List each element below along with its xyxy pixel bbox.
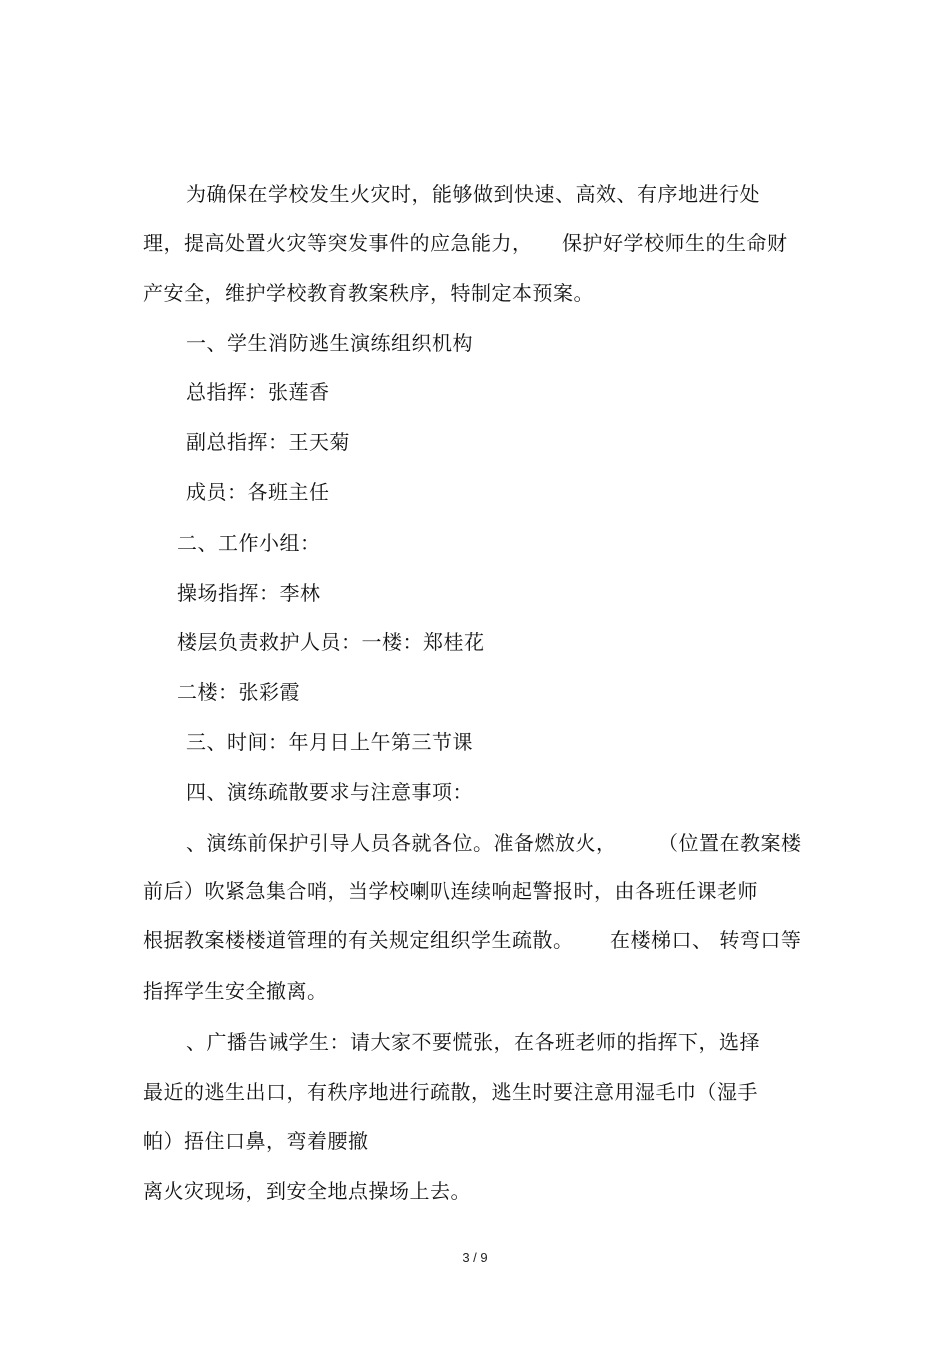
item2-line-1: 、广播告诫学生：请大家不要慌张，在各班老师的指挥下，选择 <box>186 1030 760 1054</box>
section-heading-time: 三、时间：年月日上午第三节课 <box>186 730 473 754</box>
item1-line-2: 前后）吹紧急集合哨，当学校喇叭连续响起警报时，由各班任课老师 <box>143 879 758 903</box>
item2-line-4: 离火灾现场，到安全地点操场上去。 <box>143 1179 471 1203</box>
item1-line-3a: 根据教案楼楼道管理的有关规定组织学生疏散。 <box>143 928 574 952</box>
section-heading-work-groups: 二、工作小组： <box>177 531 321 555</box>
floor-staff-second-line: 二楼：张彩霞 <box>177 680 300 704</box>
item2-line-2: 最近的逃生出口，有秩序地进行疏散，逃生时要注意用湿毛巾（湿手 <box>143 1080 758 1104</box>
item1-line-1b: （位置在教案楼 <box>658 831 802 855</box>
members-line: 成员：各班主任 <box>186 480 330 504</box>
intro-line-3: 产安全，维护学校教育教案秩序，特制定本预案。 <box>143 281 594 305</box>
item2-line-3: 帕）捂住口鼻，弯着腰撤 <box>143 1129 369 1153</box>
playground-commander-line: 操场指挥：李林 <box>177 581 321 605</box>
section-heading-requirements: 四、演练疏散要求与注意事项： <box>186 780 473 804</box>
intro-line-2a: 理，提高处置火灾等突发事件的应急能力， <box>143 231 533 255</box>
item1-line-1a: 、演练前保护引导人员各就各位。准备燃放火， <box>186 831 617 855</box>
intro-line-2b: 保护好学校师生的生命财 <box>562 231 788 255</box>
deputy-commander-line: 副总指挥：王天菊 <box>186 430 350 454</box>
intro-line-1: 为确保在学校发生火灾时，能够做到快速、高效、有序地进行处 <box>186 182 760 206</box>
item1-line-4: 指挥学生安全撤离。 <box>143 979 328 1003</box>
floor-staff-first-line: 楼层负责救护人员：一楼：郑桂花 <box>177 630 485 654</box>
item1-line-3b: 在楼梯口、 转弯口等 <box>610 928 802 952</box>
section-heading-organization: 一、学生消防逃生演练组织机构 <box>186 331 473 355</box>
page-number: 3 / 9 <box>462 1250 488 1265</box>
commander-line: 总指挥：张莲香 <box>186 380 330 404</box>
